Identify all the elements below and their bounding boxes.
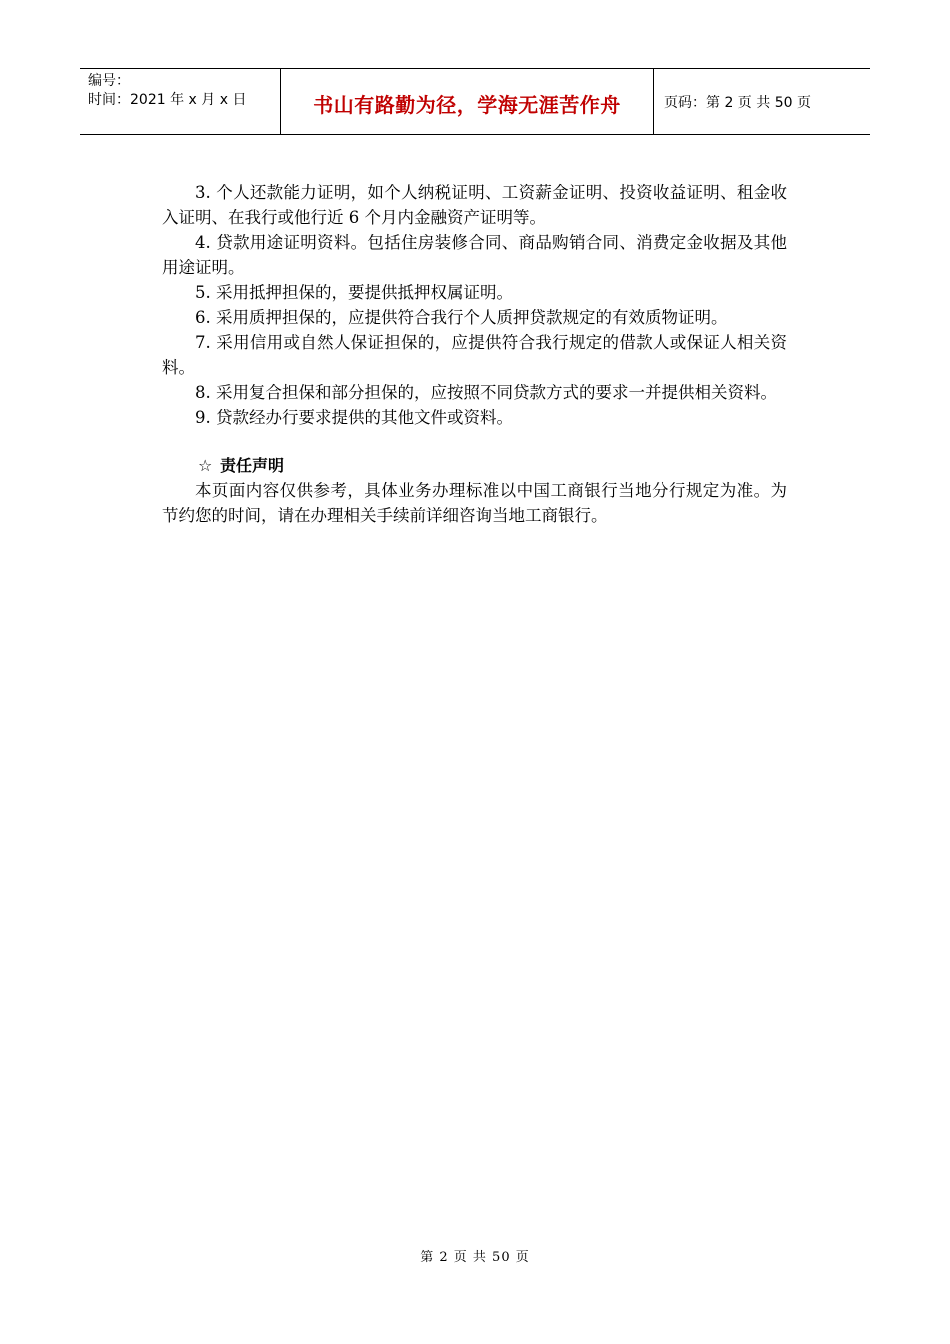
list-item: 6. 采用质押担保的，应提供符合我行个人质押贷款规定的有效质物证明。 <box>195 308 728 327</box>
list-item: 8. 采用复合担保和部分担保的，应按照不同贷款方式的要求一并提供相关资料。 <box>195 383 777 402</box>
disclaimer-title: 责任声明 <box>220 456 285 475</box>
list-item: 7. 采用信用或自然人保证担保的，应提供符合我行规定的借款人或保证人相关资料。 <box>162 333 787 377</box>
star-icon: ☆ <box>198 456 213 475</box>
page-footer <box>0 1246 950 1265</box>
document-header <box>80 68 870 135</box>
list-item: 5. 采用抵押担保的，要提供抵押权属证明。 <box>195 283 513 302</box>
header-meta <box>80 69 281 134</box>
header-motto-cell <box>281 69 654 134</box>
list-item: 4. 贷款用途证明资料。包括住房装修合同、商品购销合同、消费定金收据及其他用途证明。 <box>162 233 787 277</box>
list-item: 9. 贷款经办行要求提供的其他文件或资料。 <box>195 408 513 427</box>
disclaimer-heading <box>162 453 787 478</box>
document-body <box>162 180 787 528</box>
header-page-cell <box>654 69 870 134</box>
list-item: 3. 个人还款能力证明，如个人纳税证明、工资薪金证明、投资收益证明、租金收入证明、在我行或他行近 6 个月内金融资产证明等。 <box>162 183 787 227</box>
disclaimer-text: 本页面内容仅供参考，具体业务办理标准以中国工商银行当地分行规定为准。为节约您的时间，请在办理相关手续前详细咨询当地工商银行。 <box>162 481 787 525</box>
document-date: 时间：2021 年 x 月 x 日 <box>88 92 247 108</box>
header-motto: 书山有路勤为径，学海无涯苦作舟 <box>313 93 621 117</box>
footer-page-number: 第 2 页 共 50 页 <box>420 1250 530 1265</box>
document-number-label: 编号： <box>88 73 130 89</box>
header-page-info: 页码：第 2 页 共 50 页 <box>664 94 811 111</box>
